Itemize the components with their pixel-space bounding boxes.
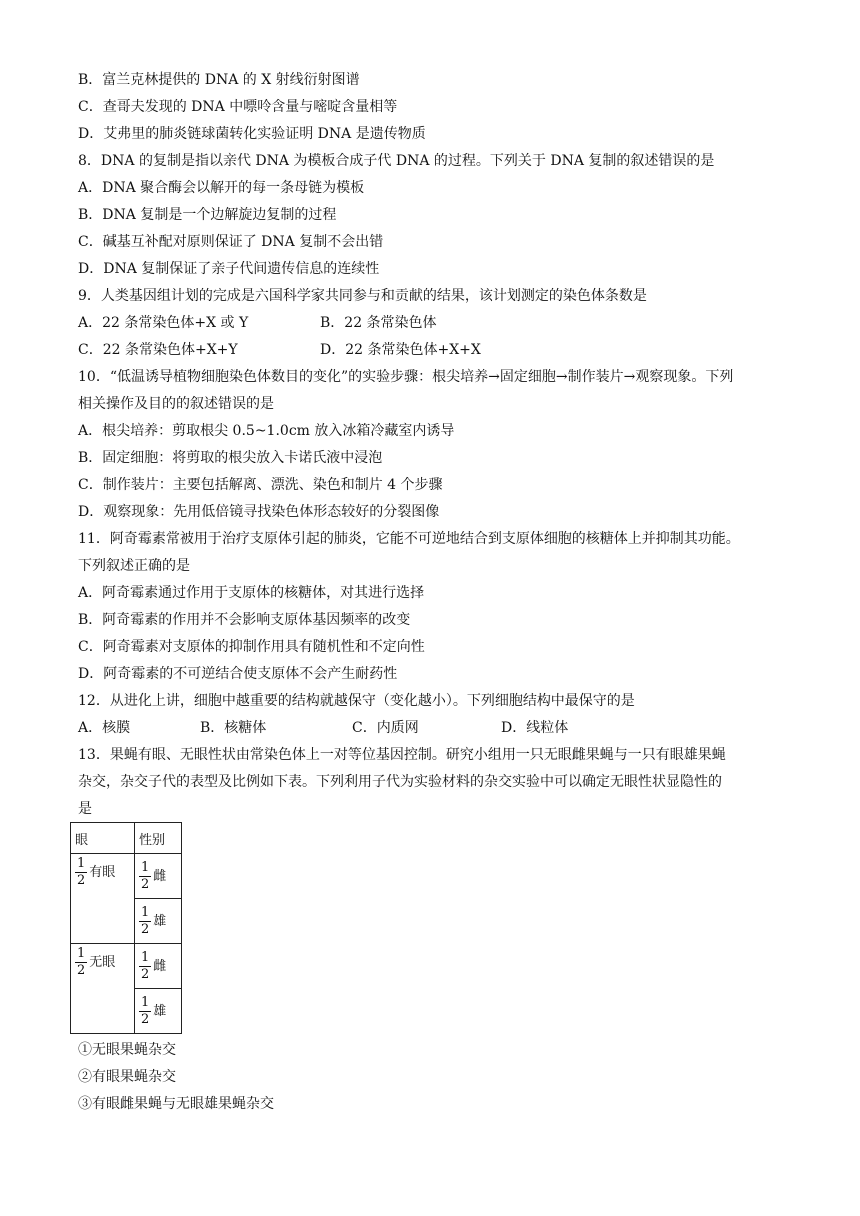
q13-choice-1: ①无眼果蝇杂交 xyxy=(78,1042,176,1058)
fraction: $\frac{1}{2}$ xyxy=(141,994,150,1027)
q10-option-a: A．根尖培养：剪取根尖 0.5~1.0cm 放入冰箱冷藏室内诱导 xyxy=(78,423,455,439)
q11-option-b: B．阿奇霉素的作用并不会影响支原体基因频率的改变 xyxy=(78,612,411,628)
q9-option-b: B．22 条常染色体 xyxy=(320,315,437,331)
q9-option-a: A．22 条常染色体+X 或 Y xyxy=(78,315,249,331)
cell-without-female: $\frac{1}{2}$ 雌 xyxy=(135,944,182,989)
q13-stem-line-1: 13．果蝇有眼、无眼性状由常染色体上一对等位基因控制。研究小组用一只无眼雌果蝇与一只有眼雄果蝇 xyxy=(78,747,726,763)
q8-stem: 8．DNA 的复制是指以亲代 DNA 为模板合成子代 DNA 的过程。下列关于 DNA 复制的叙述错误的是 xyxy=(78,153,715,169)
q12-option-d: D．线粒体 xyxy=(501,720,569,736)
fraction: $\frac{1}{2}$ xyxy=(141,949,150,982)
q11-option-c: C．阿奇霉素对支原体的抑制作用具有随机性和不定向性 xyxy=(78,639,425,655)
q11-option-d: D．阿奇霉素的不可逆结合使支原体不会产生耐药性 xyxy=(78,666,398,682)
cell-with-male: $\frac{1}{2}$ 雄 xyxy=(135,899,182,944)
q12-option-c: C．内质网 xyxy=(352,720,419,736)
q13-stem-line-3: 是 xyxy=(78,801,92,817)
header-sex: 性别 xyxy=(135,823,182,854)
q12-option-a: A．核膜 xyxy=(78,720,131,736)
cell-with-female: $\frac{1}{2}$ 雌 xyxy=(135,854,182,899)
q7-option-b: B．富兰克林提供的 DNA 的 X 射线衍射图谱 xyxy=(78,72,360,88)
q12-stem: 12．从进化上讲，细胞中越重要的结构就越保守（变化越小）。下列细胞结构中最保守的是 xyxy=(78,693,635,709)
q13-choice-2: ②有眼果蝇杂交 xyxy=(78,1069,176,1085)
q13-choice-3: ③有眼雌果蝇与无眼雄果蝇杂交 xyxy=(78,1096,274,1112)
q11-stem-line-2: 下列叙述正确的是 xyxy=(78,558,190,574)
cell-without-male: $\frac{1}{2}$ 雄 xyxy=(135,989,182,1034)
q7-option-d: D．艾弗里的肺炎链球菌转化实验证明 DNA 是遗传物质 xyxy=(78,126,426,142)
q11-option-a: A．阿奇霉素通过作用于支原体的核糖体，对其进行选择 xyxy=(78,585,425,601)
header-eye: 眼 xyxy=(71,823,135,854)
q10-stem-line-1: 10．“低温诱导植物细胞染色体数目的变化”的实验步骤：根尖培养→固定细胞→制作装片→观察现象。下列 xyxy=(78,369,734,385)
q9-option-c: C．22 条常染色体+X+Y xyxy=(78,342,238,358)
q8-option-a: A．DNA 聚合酶会以解开的每一条母链为模板 xyxy=(78,180,365,196)
cell-eye-without: $\frac{1}{2}$ 无眼 xyxy=(71,944,135,1034)
q10-option-b: B．固定细胞：将剪取的根尖放入卡诺氏液中浸泡 xyxy=(78,450,383,466)
q12-option-b: B．核糖体 xyxy=(200,720,267,736)
q7-option-c: C．查哥夫发现的 DNA 中嘌呤含量与嘧啶含量相等 xyxy=(78,99,398,115)
cell-eye-with: $\frac{1}{2}$ 有眼 xyxy=(71,854,135,944)
q10-option-d: D．观察现象：先用低倍镜寻找染色体形态较好的分裂图像 xyxy=(78,504,440,520)
fraction: $\frac{1}{2}$ xyxy=(77,946,86,978)
q9-option-d: D．22 条常染色体+X+X xyxy=(320,342,481,358)
q10-stem-line-2: 相关操作及目的的叙述错误的是 xyxy=(78,396,274,412)
q8-option-b: B．DNA 复制是一个边解旋边复制的过程 xyxy=(78,207,337,223)
q10-option-c: C．制作装片：主要包括解离、漂洗、染色和制片 4 个步骤 xyxy=(78,477,443,493)
q13-stem-line-2: 杂交，杂交子代的表型及比例如下表。下列利用子代为实验材料的杂交实验中可以确定无眼性状显隐性的 xyxy=(78,774,722,790)
q11-stem-line-1: 11．阿奇霉素常被用于治疗支原体引起的肺炎，它能不可逆地结合到支原体细胞的核糖体上并抑制其功能。 xyxy=(78,531,740,547)
fraction: $\frac{1}{2}$ xyxy=(77,856,86,888)
q8-option-d: D．DNA 复制保证了亲子代间遗传信息的连续性 xyxy=(78,261,380,277)
phenotype-table xyxy=(70,822,182,1034)
fraction: $\frac{1}{2}$ xyxy=(141,904,150,937)
fraction: $\frac{1}{2}$ xyxy=(141,859,150,892)
q9-stem: 9．人类基因组计划的完成是六国科学家共同参与和贡献的结果，该计划测定的染色体条数是 xyxy=(78,288,647,304)
q8-option-c: C．碱基互补配对原则保证了 DNA 复制不会出错 xyxy=(78,234,384,250)
